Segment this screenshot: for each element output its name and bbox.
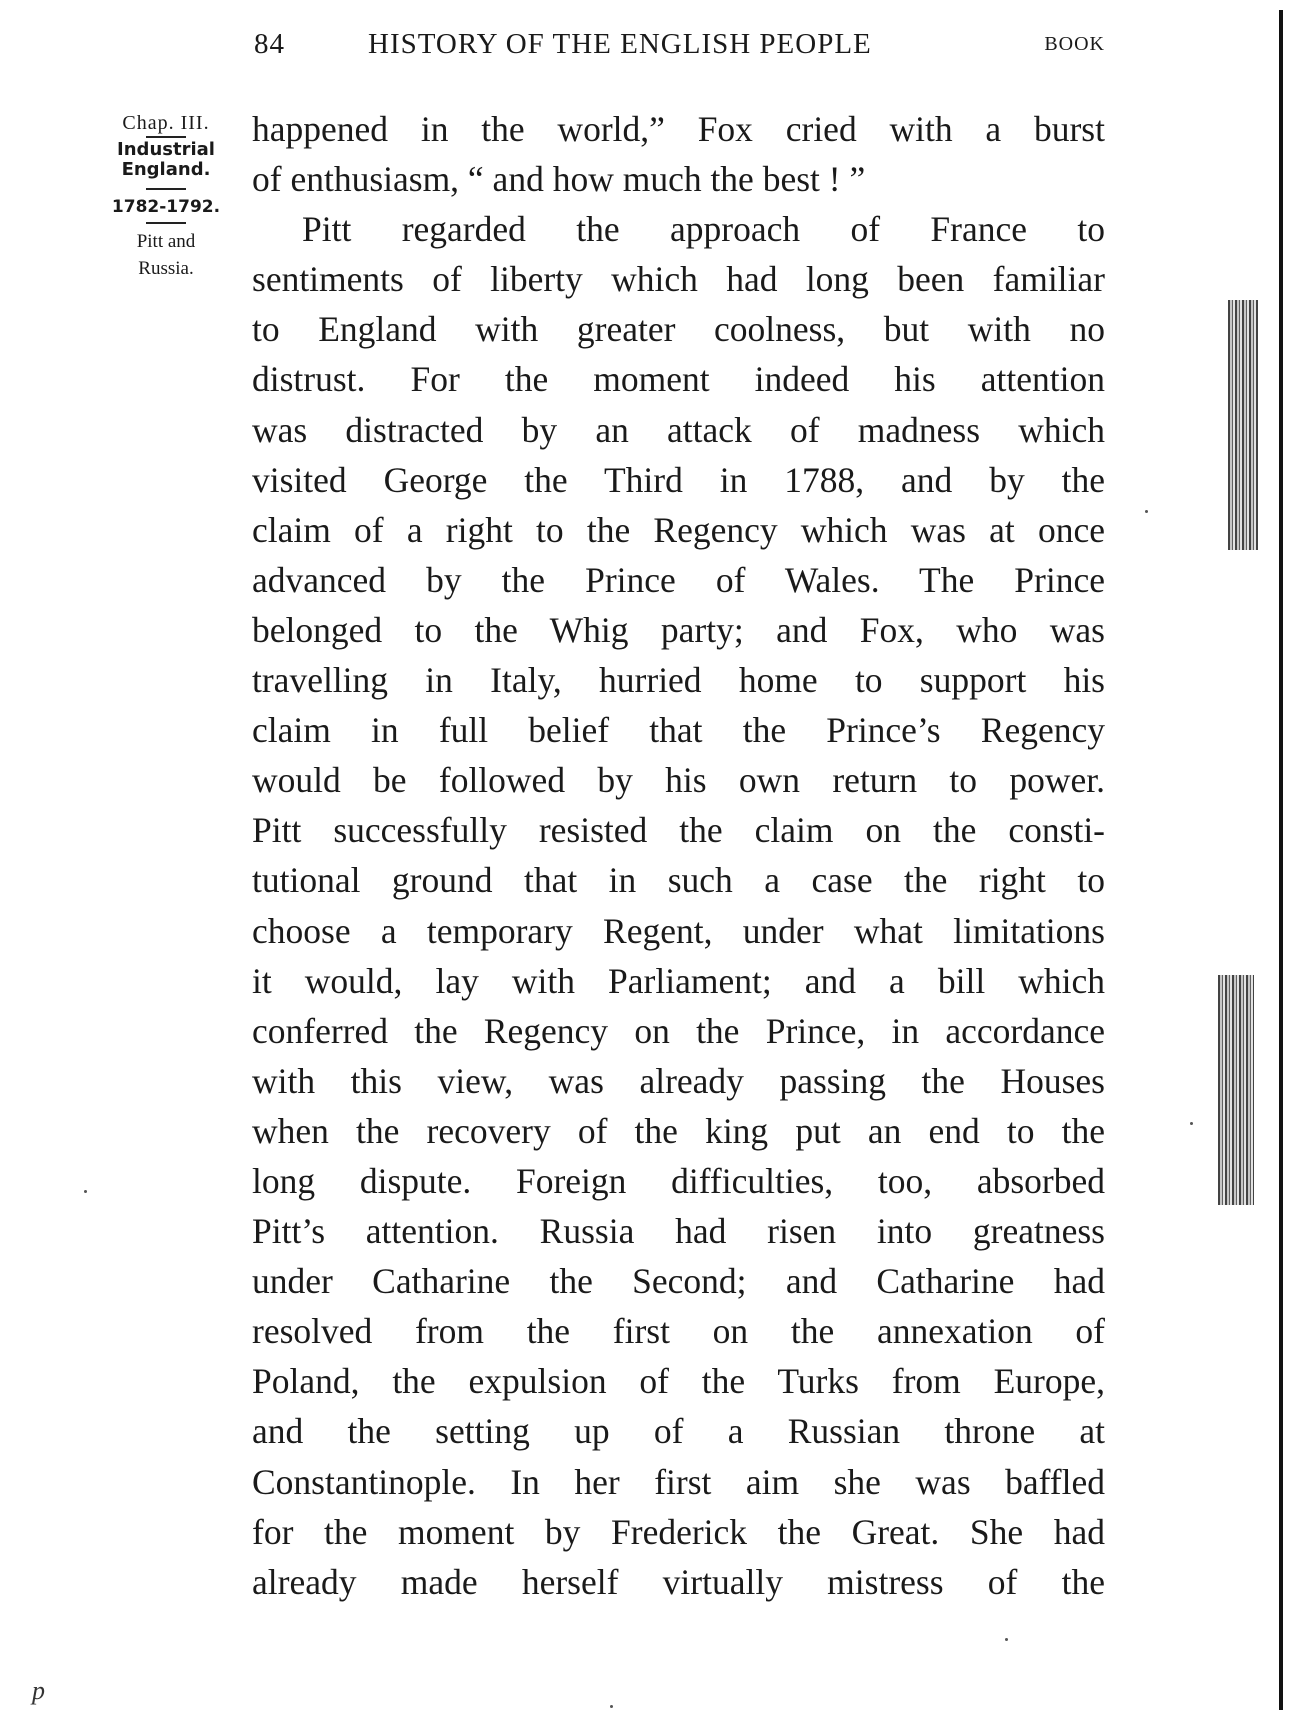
text-line: belonged to the Whig party; and Fox, who was bbox=[252, 609, 1105, 650]
scan-artifact bbox=[1218, 975, 1254, 1205]
scan-speck bbox=[610, 1705, 613, 1708]
text-line: Pitt’s attention. Russia had risen into greatness bbox=[252, 1211, 1105, 1252]
text-line: of enthusiasm, “ and how much the best ! ” bbox=[252, 159, 866, 200]
text-line: sentiments of liberty which had long been familiar bbox=[252, 259, 1105, 300]
text-line: choose a temporary Regent, under what limitations bbox=[252, 910, 1105, 951]
scan-speck bbox=[1005, 1638, 1008, 1641]
text-line: under Catharine the Second; and Catharine had bbox=[252, 1261, 1105, 1302]
text-line: advanced by the Prince of Wales. The Prince bbox=[252, 559, 1105, 600]
text-line: distrust. For the moment indeed his attention bbox=[252, 359, 1105, 400]
text-line: conferred the Regency on the Prince, in accordance bbox=[252, 1010, 1105, 1051]
text-line: resolved from the first on the annexation of bbox=[252, 1311, 1105, 1352]
text-line: it would, lay with Parliament; and a bill which bbox=[252, 960, 1105, 1001]
scan-speck bbox=[84, 1190, 87, 1193]
scan-edge-line bbox=[1279, 10, 1283, 1710]
text-line: Constantinople. In her first aim she was baffled bbox=[252, 1461, 1105, 1502]
text-line: travelling in Italy, hurried home to support his bbox=[252, 660, 1105, 701]
scan-artifact bbox=[1228, 300, 1258, 550]
running-header bbox=[250, 28, 1105, 68]
text-line: claim of a right to the Regency which was at once bbox=[252, 509, 1105, 550]
text-line: for the moment by Frederick the Great. She had bbox=[252, 1511, 1105, 1552]
topic-note-line2: Russia. bbox=[138, 258, 194, 279]
page-number: 84 bbox=[254, 28, 285, 60]
paragraph-start-line: Pitt regarded the approach of France to bbox=[302, 209, 1105, 250]
text-line: happened in the world,” Fox cried with a burst bbox=[252, 109, 1105, 149]
text-line: when the recovery of the king put an end to the bbox=[252, 1110, 1105, 1151]
section-title-line2: England. bbox=[121, 159, 211, 180]
section-title-line1: Industrial bbox=[117, 139, 215, 160]
margin-rule bbox=[146, 188, 186, 190]
running-title: HISTORY OF THE ENGLISH PEOPLE bbox=[368, 28, 872, 60]
text-line: long dispute. Foreign difficulties, too, absorbed bbox=[252, 1160, 1105, 1201]
text-line: with this view, was already passing the Houses bbox=[252, 1060, 1105, 1101]
margin-rule bbox=[146, 136, 186, 138]
margin-rule bbox=[146, 222, 186, 224]
footer-mark: p bbox=[32, 1676, 45, 1705]
text-line: Poland, the expulsion of the Turks from Europe, bbox=[252, 1361, 1105, 1402]
text-line: visited George the Third in 1788, and by the bbox=[252, 459, 1105, 500]
scan-speck bbox=[1190, 1122, 1193, 1125]
text-line: would be followed by his own return to power. bbox=[252, 760, 1105, 801]
text-line: to England with greater coolness, but with no bbox=[252, 309, 1105, 350]
topic-note-line1: Pitt and bbox=[136, 231, 196, 252]
text-line: and the setting up of a Russian throne at bbox=[252, 1411, 1105, 1452]
chapter-label: Chap. III. bbox=[122, 112, 210, 134]
book-label: BOOK bbox=[1044, 33, 1105, 55]
text-line: tutional ground that in such a case the right to bbox=[252, 860, 1105, 901]
year-range: 1782-1792. bbox=[111, 197, 221, 217]
text-line: claim in full belief that the Prince’s Regency bbox=[252, 710, 1105, 751]
scan-speck bbox=[1145, 510, 1148, 513]
body-text bbox=[252, 104, 1105, 1607]
text-line: was distracted by an attack of madness which bbox=[252, 409, 1105, 450]
margin-notes bbox=[98, 112, 234, 278]
text-line: already made herself virtually mistress of the bbox=[252, 1561, 1105, 1602]
text-line: Pitt successfully resisted the claim on the consti- bbox=[252, 810, 1105, 851]
